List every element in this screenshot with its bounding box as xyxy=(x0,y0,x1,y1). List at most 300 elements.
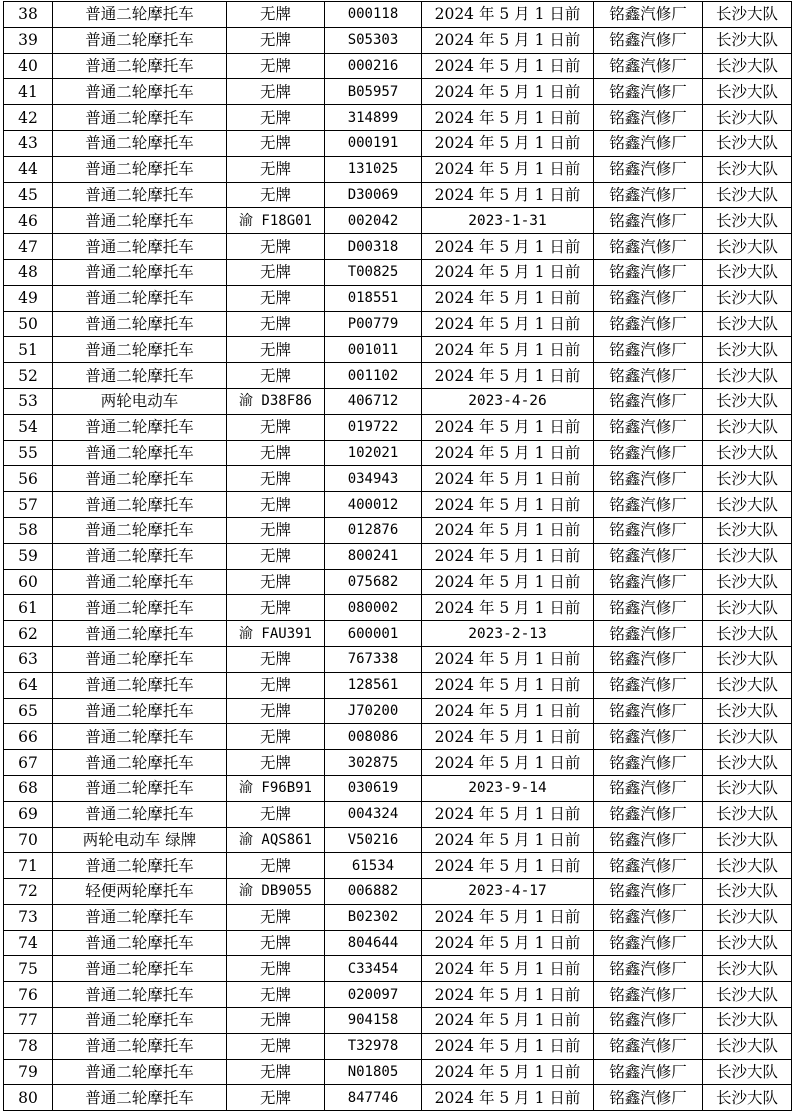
cell-date: 2024 年 5 月 1 日前 xyxy=(422,750,594,776)
cell-repair-shop: 铭鑫汽修厂 xyxy=(594,801,703,827)
cell-vehicle-type: 普通二轮摩托车 xyxy=(53,2,227,28)
cell-date: 2024 年 5 月 1 日前 xyxy=(422,1008,594,1034)
cell-team: 长沙大队 xyxy=(703,853,792,879)
cell-repair-shop: 铭鑫汽修厂 xyxy=(594,311,703,337)
cell-date: 2024 年 5 月 1 日前 xyxy=(422,414,594,440)
table-row xyxy=(4,363,792,389)
cell-team: 长沙大队 xyxy=(703,750,792,776)
table-row xyxy=(4,156,792,182)
table-row xyxy=(4,930,792,956)
cell-date: 2024 年 5 月 1 日前 xyxy=(422,337,594,363)
cell-date: 2024 年 5 月 1 日前 xyxy=(422,234,594,260)
cell-date: 2024 年 5 月 1 日前 xyxy=(422,27,594,53)
cell-index: 54 xyxy=(4,414,53,440)
table-row xyxy=(4,879,792,905)
cell-plate: 无牌 xyxy=(227,543,325,569)
cell-team: 长沙大队 xyxy=(703,53,792,79)
cell-repair-shop: 铭鑫汽修厂 xyxy=(594,259,703,285)
cell-index: 45 xyxy=(4,182,53,208)
cell-vehicle-type: 普通二轮摩托车 xyxy=(53,363,227,389)
cell-team: 长沙大队 xyxy=(703,517,792,543)
cell-code: 006882 xyxy=(325,879,422,905)
cell-repair-shop: 铭鑫汽修厂 xyxy=(594,879,703,905)
table-row xyxy=(4,621,792,647)
table-row xyxy=(4,182,792,208)
cell-repair-shop: 铭鑫汽修厂 xyxy=(594,337,703,363)
cell-plate: 无牌 xyxy=(227,930,325,956)
cell-repair-shop: 铭鑫汽修厂 xyxy=(594,904,703,930)
cell-repair-shop: 铭鑫汽修厂 xyxy=(594,1059,703,1085)
cell-date: 2024 年 5 月 1 日前 xyxy=(422,569,594,595)
cell-date: 2024 年 5 月 1 日前 xyxy=(422,801,594,827)
cell-index: 63 xyxy=(4,646,53,672)
table-row xyxy=(4,595,792,621)
cell-code: 012876 xyxy=(325,517,422,543)
cell-code: 080002 xyxy=(325,595,422,621)
cell-team: 长沙大队 xyxy=(703,79,792,105)
cell-vehicle-type: 普通二轮摩托车 xyxy=(53,1008,227,1034)
cell-index: 67 xyxy=(4,750,53,776)
table-row xyxy=(4,1033,792,1059)
table-row xyxy=(4,956,792,982)
cell-plate: 无牌 xyxy=(227,1033,325,1059)
cell-vehicle-type: 普通二轮摩托车 xyxy=(53,259,227,285)
cell-vehicle-type: 普通二轮摩托车 xyxy=(53,130,227,156)
vehicle-table xyxy=(3,1,792,1111)
cell-team: 长沙大队 xyxy=(703,1085,792,1111)
cell-plate: 无牌 xyxy=(227,363,325,389)
cell-date: 2024 年 5 月 1 日前 xyxy=(422,1033,594,1059)
cell-vehicle-type: 普通二轮摩托车 xyxy=(53,79,227,105)
cell-code: 018551 xyxy=(325,285,422,311)
cell-vehicle-type: 普通二轮摩托车 xyxy=(53,904,227,930)
cell-index: 43 xyxy=(4,130,53,156)
cell-team: 长沙大队 xyxy=(703,2,792,28)
cell-date: 2024 年 5 月 1 日前 xyxy=(422,259,594,285)
cell-date: 2024 年 5 月 1 日前 xyxy=(422,285,594,311)
cell-index: 75 xyxy=(4,956,53,982)
cell-vehicle-type: 普通二轮摩托车 xyxy=(53,672,227,698)
cell-repair-shop: 铭鑫汽修厂 xyxy=(594,105,703,131)
cell-vehicle-type: 两轮电动车 绿牌 xyxy=(53,827,227,853)
cell-repair-shop: 铭鑫汽修厂 xyxy=(594,208,703,234)
cell-team: 长沙大队 xyxy=(703,543,792,569)
cell-vehicle-type: 普通二轮摩托车 xyxy=(53,621,227,647)
cell-index: 57 xyxy=(4,492,53,518)
cell-index: 68 xyxy=(4,775,53,801)
cell-plate: 无牌 xyxy=(227,1085,325,1111)
cell-team: 长沙大队 xyxy=(703,1008,792,1034)
cell-date: 2024 年 5 月 1 日前 xyxy=(422,646,594,672)
table-row xyxy=(4,285,792,311)
cell-plate: 无牌 xyxy=(227,698,325,724)
cell-date: 2023-2-13 xyxy=(422,621,594,647)
cell-plate: 渝 D38F86 xyxy=(227,388,325,414)
cell-index: 50 xyxy=(4,311,53,337)
cell-index: 71 xyxy=(4,853,53,879)
cell-code: 001011 xyxy=(325,337,422,363)
cell-repair-shop: 铭鑫汽修厂 xyxy=(594,1033,703,1059)
cell-plate: 无牌 xyxy=(227,672,325,698)
cell-repair-shop: 铭鑫汽修厂 xyxy=(594,982,703,1008)
cell-date: 2024 年 5 月 1 日前 xyxy=(422,595,594,621)
cell-code: 61534 xyxy=(325,853,422,879)
cell-vehicle-type: 普通二轮摩托车 xyxy=(53,543,227,569)
cell-vehicle-type: 普通二轮摩托车 xyxy=(53,646,227,672)
cell-repair-shop: 铭鑫汽修厂 xyxy=(594,440,703,466)
cell-plate: 无牌 xyxy=(227,285,325,311)
cell-vehicle-type: 两轮电动车 xyxy=(53,388,227,414)
cell-team: 长沙大队 xyxy=(703,363,792,389)
cell-index: 74 xyxy=(4,930,53,956)
cell-plate: 渝 AQS861 xyxy=(227,827,325,853)
cell-team: 长沙大队 xyxy=(703,337,792,363)
cell-date: 2024 年 5 月 1 日前 xyxy=(422,543,594,569)
cell-date: 2024 年 5 月 1 日前 xyxy=(422,492,594,518)
cell-date: 2023-4-26 xyxy=(422,388,594,414)
cell-index: 42 xyxy=(4,105,53,131)
cell-code: 034943 xyxy=(325,466,422,492)
table-row xyxy=(4,388,792,414)
table-row xyxy=(4,105,792,131)
cell-date: 2024 年 5 月 1 日前 xyxy=(422,2,594,28)
cell-plate: 无牌 xyxy=(227,156,325,182)
cell-date: 2024 年 5 月 1 日前 xyxy=(422,956,594,982)
cell-plate: 无牌 xyxy=(227,750,325,776)
cell-code: 075682 xyxy=(325,569,422,595)
cell-plate: 无牌 xyxy=(227,105,325,131)
cell-team: 长沙大队 xyxy=(703,982,792,1008)
cell-index: 72 xyxy=(4,879,53,905)
cell-plate: 无牌 xyxy=(227,646,325,672)
table-row xyxy=(4,414,792,440)
cell-team: 长沙大队 xyxy=(703,904,792,930)
cell-date: 2024 年 5 月 1 日前 xyxy=(422,1085,594,1111)
cell-index: 58 xyxy=(4,517,53,543)
cell-code: 314899 xyxy=(325,105,422,131)
cell-index: 56 xyxy=(4,466,53,492)
cell-repair-shop: 铭鑫汽修厂 xyxy=(594,182,703,208)
cell-plate: 无牌 xyxy=(227,182,325,208)
table-row xyxy=(4,801,792,827)
cell-repair-shop: 铭鑫汽修厂 xyxy=(594,2,703,28)
cell-team: 长沙大队 xyxy=(703,827,792,853)
cell-plate: 无牌 xyxy=(227,79,325,105)
cell-date: 2024 年 5 月 1 日前 xyxy=(422,363,594,389)
cell-plate: 无牌 xyxy=(227,982,325,1008)
cell-vehicle-type: 普通二轮摩托车 xyxy=(53,853,227,879)
cell-date: 2024 年 5 月 1 日前 xyxy=(422,982,594,1008)
cell-team: 长沙大队 xyxy=(703,105,792,131)
cell-code: 600001 xyxy=(325,621,422,647)
cell-date: 2024 年 5 月 1 日前 xyxy=(422,53,594,79)
cell-team: 长沙大队 xyxy=(703,698,792,724)
cell-vehicle-type: 普通二轮摩托车 xyxy=(53,930,227,956)
cell-vehicle-type: 普通二轮摩托车 xyxy=(53,595,227,621)
cell-vehicle-type: 普通二轮摩托车 xyxy=(53,982,227,1008)
cell-repair-shop: 铭鑫汽修厂 xyxy=(594,569,703,595)
cell-code: 804644 xyxy=(325,930,422,956)
cell-code: 302875 xyxy=(325,750,422,776)
cell-plate: 无牌 xyxy=(227,311,325,337)
cell-index: 73 xyxy=(4,904,53,930)
table-row xyxy=(4,79,792,105)
cell-team: 长沙大队 xyxy=(703,388,792,414)
cell-team: 长沙大队 xyxy=(703,130,792,156)
cell-plate: 无牌 xyxy=(227,1059,325,1085)
cell-index: 65 xyxy=(4,698,53,724)
cell-repair-shop: 铭鑫汽修厂 xyxy=(594,27,703,53)
cell-date: 2024 年 5 月 1 日前 xyxy=(422,724,594,750)
cell-vehicle-type: 普通二轮摩托车 xyxy=(53,1059,227,1085)
table-row xyxy=(4,492,792,518)
cell-code: 000191 xyxy=(325,130,422,156)
cell-team: 长沙大队 xyxy=(703,672,792,698)
cell-team: 长沙大队 xyxy=(703,724,792,750)
cell-date: 2023-1-31 xyxy=(422,208,594,234)
cell-repair-shop: 铭鑫汽修厂 xyxy=(594,517,703,543)
cell-vehicle-type: 普通二轮摩托车 xyxy=(53,466,227,492)
cell-index: 47 xyxy=(4,234,53,260)
cell-repair-shop: 铭鑫汽修厂 xyxy=(594,827,703,853)
cell-code: 800241 xyxy=(325,543,422,569)
cell-team: 长沙大队 xyxy=(703,801,792,827)
cell-index: 60 xyxy=(4,569,53,595)
cell-team: 长沙大队 xyxy=(703,569,792,595)
cell-team: 长沙大队 xyxy=(703,259,792,285)
cell-vehicle-type: 普通二轮摩托车 xyxy=(53,311,227,337)
cell-code: 400012 xyxy=(325,492,422,518)
table-row xyxy=(4,569,792,595)
table-row xyxy=(4,259,792,285)
cell-repair-shop: 铭鑫汽修厂 xyxy=(594,363,703,389)
cell-repair-shop: 铭鑫汽修厂 xyxy=(594,1085,703,1111)
cell-team: 长沙大队 xyxy=(703,956,792,982)
cell-plate: 无牌 xyxy=(227,801,325,827)
table-row xyxy=(4,337,792,363)
cell-code: P00779 xyxy=(325,311,422,337)
cell-code: 102021 xyxy=(325,440,422,466)
cell-vehicle-type: 普通二轮摩托车 xyxy=(53,337,227,363)
cell-vehicle-type: 普通二轮摩托车 xyxy=(53,698,227,724)
cell-plate: 无牌 xyxy=(227,904,325,930)
cell-code: J70200 xyxy=(325,698,422,724)
cell-date: 2024 年 5 月 1 日前 xyxy=(422,930,594,956)
table-row xyxy=(4,2,792,28)
cell-index: 51 xyxy=(4,337,53,363)
cell-plate: 渝 FAU391 xyxy=(227,621,325,647)
cell-plate: 无牌 xyxy=(227,595,325,621)
cell-code: T32978 xyxy=(325,1033,422,1059)
cell-vehicle-type: 普通二轮摩托车 xyxy=(53,750,227,776)
cell-code: B02302 xyxy=(325,904,422,930)
cell-team: 长沙大队 xyxy=(703,27,792,53)
cell-plate: 无牌 xyxy=(227,569,325,595)
table-row xyxy=(4,853,792,879)
cell-code: 406712 xyxy=(325,388,422,414)
cell-vehicle-type: 普通二轮摩托车 xyxy=(53,956,227,982)
cell-code: 008086 xyxy=(325,724,422,750)
table-row xyxy=(4,724,792,750)
cell-index: 80 xyxy=(4,1085,53,1111)
cell-index: 44 xyxy=(4,156,53,182)
cell-index: 66 xyxy=(4,724,53,750)
cell-code: V50216 xyxy=(325,827,422,853)
cell-vehicle-type: 普通二轮摩托车 xyxy=(53,492,227,518)
cell-vehicle-type: 普通二轮摩托车 xyxy=(53,440,227,466)
cell-team: 长沙大队 xyxy=(703,234,792,260)
cell-code: C33454 xyxy=(325,956,422,982)
cell-code: S05303 xyxy=(325,27,422,53)
cell-code: 002042 xyxy=(325,208,422,234)
cell-date: 2024 年 5 月 1 日前 xyxy=(422,698,594,724)
cell-repair-shop: 铭鑫汽修厂 xyxy=(594,466,703,492)
cell-plate: 无牌 xyxy=(227,724,325,750)
table-row xyxy=(4,543,792,569)
vehicle-table-body xyxy=(4,2,792,1111)
cell-index: 49 xyxy=(4,285,53,311)
table-row xyxy=(4,130,792,156)
cell-vehicle-type: 普通二轮摩托车 xyxy=(53,53,227,79)
cell-plate: 无牌 xyxy=(227,414,325,440)
cell-code: 128561 xyxy=(325,672,422,698)
table-row xyxy=(4,750,792,776)
cell-plate: 无牌 xyxy=(227,956,325,982)
cell-repair-shop: 铭鑫汽修厂 xyxy=(594,956,703,982)
cell-repair-shop: 铭鑫汽修厂 xyxy=(594,775,703,801)
cell-team: 长沙大队 xyxy=(703,492,792,518)
cell-index: 64 xyxy=(4,672,53,698)
cell-date: 2024 年 5 月 1 日前 xyxy=(422,466,594,492)
cell-vehicle-type: 普通二轮摩托车 xyxy=(53,517,227,543)
cell-vehicle-type: 普通二轮摩托车 xyxy=(53,182,227,208)
cell-plate: 无牌 xyxy=(227,853,325,879)
cell-team: 长沙大队 xyxy=(703,311,792,337)
cell-team: 长沙大队 xyxy=(703,285,792,311)
cell-date: 2024 年 5 月 1 日前 xyxy=(422,517,594,543)
cell-index: 70 xyxy=(4,827,53,853)
cell-index: 52 xyxy=(4,363,53,389)
cell-index: 69 xyxy=(4,801,53,827)
cell-vehicle-type: 普通二轮摩托车 xyxy=(53,569,227,595)
table-row xyxy=(4,1059,792,1085)
cell-index: 53 xyxy=(4,388,53,414)
table-row xyxy=(4,234,792,260)
cell-code: 000216 xyxy=(325,53,422,79)
cell-code: 030619 xyxy=(325,775,422,801)
table-row xyxy=(4,466,792,492)
cell-date: 2024 年 5 月 1 日前 xyxy=(422,130,594,156)
cell-code: 019722 xyxy=(325,414,422,440)
cell-plate: 渝 F96B91 xyxy=(227,775,325,801)
table-row xyxy=(4,311,792,337)
cell-team: 长沙大队 xyxy=(703,466,792,492)
table-row xyxy=(4,982,792,1008)
cell-index: 78 xyxy=(4,1033,53,1059)
cell-plate: 无牌 xyxy=(227,517,325,543)
cell-date: 2024 年 5 月 1 日前 xyxy=(422,904,594,930)
cell-index: 61 xyxy=(4,595,53,621)
cell-code: 847746 xyxy=(325,1085,422,1111)
cell-team: 长沙大队 xyxy=(703,930,792,956)
cell-code: 904158 xyxy=(325,1008,422,1034)
cell-team: 长沙大队 xyxy=(703,1033,792,1059)
cell-team: 长沙大队 xyxy=(703,879,792,905)
cell-index: 55 xyxy=(4,440,53,466)
cell-repair-shop: 铭鑫汽修厂 xyxy=(594,698,703,724)
cell-code: 020097 xyxy=(325,982,422,1008)
cell-repair-shop: 铭鑫汽修厂 xyxy=(594,1008,703,1034)
cell-vehicle-type: 普通二轮摩托车 xyxy=(53,801,227,827)
cell-plate: 无牌 xyxy=(227,259,325,285)
cell-vehicle-type: 普通二轮摩托车 xyxy=(53,156,227,182)
cell-plate: 无牌 xyxy=(227,440,325,466)
cell-team: 长沙大队 xyxy=(703,775,792,801)
cell-date: 2024 年 5 月 1 日前 xyxy=(422,672,594,698)
cell-team: 长沙大队 xyxy=(703,1059,792,1085)
cell-plate: 无牌 xyxy=(227,466,325,492)
cell-index: 41 xyxy=(4,79,53,105)
cell-vehicle-type: 普通二轮摩托车 xyxy=(53,1033,227,1059)
table-row xyxy=(4,1008,792,1034)
cell-date: 2024 年 5 月 1 日前 xyxy=(422,827,594,853)
cell-date: 2024 年 5 月 1 日前 xyxy=(422,79,594,105)
cell-index: 62 xyxy=(4,621,53,647)
cell-repair-shop: 铭鑫汽修厂 xyxy=(594,621,703,647)
cell-plate: 无牌 xyxy=(227,130,325,156)
cell-date: 2024 年 5 月 1 日前 xyxy=(422,105,594,131)
cell-date: 2024 年 5 月 1 日前 xyxy=(422,1059,594,1085)
table-row xyxy=(4,27,792,53)
cell-repair-shop: 铭鑫汽修厂 xyxy=(594,388,703,414)
cell-vehicle-type: 普通二轮摩托车 xyxy=(53,27,227,53)
cell-index: 40 xyxy=(4,53,53,79)
table-row xyxy=(4,775,792,801)
cell-index: 77 xyxy=(4,1008,53,1034)
cell-plate: 无牌 xyxy=(227,53,325,79)
cell-code: B05957 xyxy=(325,79,422,105)
cell-index: 79 xyxy=(4,1059,53,1085)
table-row xyxy=(4,53,792,79)
cell-vehicle-type: 普通二轮摩托车 xyxy=(53,724,227,750)
table-row xyxy=(4,1085,792,1111)
cell-vehicle-type: 普通二轮摩托车 xyxy=(53,414,227,440)
table-row xyxy=(4,904,792,930)
cell-code: 000118 xyxy=(325,2,422,28)
cell-index: 38 xyxy=(4,2,53,28)
cell-team: 长沙大队 xyxy=(703,156,792,182)
cell-vehicle-type: 普通二轮摩托车 xyxy=(53,234,227,260)
cell-code: 767338 xyxy=(325,646,422,672)
cell-date: 2023-9-14 xyxy=(422,775,594,801)
cell-vehicle-type: 普通二轮摩托车 xyxy=(53,208,227,234)
cell-plate: 渝 F18G01 xyxy=(227,208,325,234)
cell-code: N01805 xyxy=(325,1059,422,1085)
cell-repair-shop: 铭鑫汽修厂 xyxy=(594,646,703,672)
cell-index: 46 xyxy=(4,208,53,234)
cell-team: 长沙大队 xyxy=(703,182,792,208)
table-row xyxy=(4,698,792,724)
cell-repair-shop: 铭鑫汽修厂 xyxy=(594,543,703,569)
cell-repair-shop: 铭鑫汽修厂 xyxy=(594,595,703,621)
cell-repair-shop: 铭鑫汽修厂 xyxy=(594,234,703,260)
cell-code: T00825 xyxy=(325,259,422,285)
table-row xyxy=(4,440,792,466)
table-row xyxy=(4,517,792,543)
cell-vehicle-type: 普通二轮摩托车 xyxy=(53,1085,227,1111)
cell-team: 长沙大队 xyxy=(703,621,792,647)
cell-repair-shop: 铭鑫汽修厂 xyxy=(594,930,703,956)
